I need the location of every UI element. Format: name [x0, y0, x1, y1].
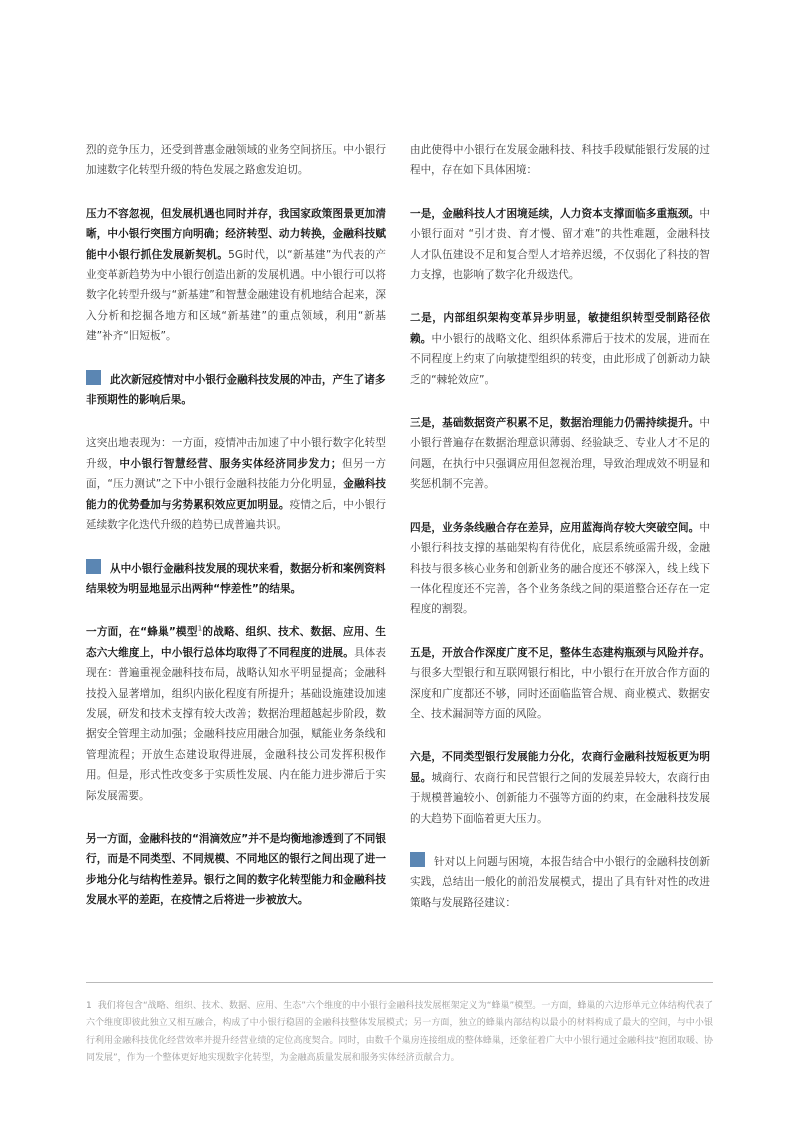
paragraph: 压力不容忽视，但发展机遇也同时并存，我国家政策图景更加清晰，中小银行突围方向明确；经济转型、动力转换，金融科技赋能中小银行抓住发展新契机。5G时代，以“新基建”为代表的产业变革新趋势为中小银行创造出新的发展机遇。中小银行可以将数字化转型升级与“新基建”和智慧金融建设有机地结合起来，深入分析和挖掘各地方和区域“新基建”的重点领域，利用“新基建”补齐“旧短板”。 — [86, 207, 386, 343]
list-item: 五是，开放合作深度广度不足，整体生态建构瓶颈与风险并存。与很多大型银行和互联网银行相比，中小银行在开放合作方面的深度和广度都还不够，同时还面临监管合规、商业模式、数据安全、技术漏洞等方面的风险。 — [410, 646, 710, 720]
left-column — [86, 140, 386, 934]
footnote-divider — [86, 982, 713, 983]
list-item: 六是，不同类型银行发展能力分化，农商行金融科技短板更为明显。城商行、农商行和民营银行之间的发展差异较大，农商行由于规模普遍较小、创新能力不强等方面的约束，在金融科技发展的大趋势下面临着更大压力。 — [410, 751, 710, 825]
right-column — [410, 140, 710, 936]
list-item: 四是，业务条线融合存在差异，应用蓝海尚存较大突破空间。中小银行科技支撑的基础架构有待优化，底层系统亟需升级，金融科技与很多核心业务和创新业务的融合度还不够深入，线上线下一体化程度还不完善，各个业务条线之间的渠道整合还存在一定程度的割裂。 — [410, 521, 710, 616]
footnote — [86, 998, 713, 1068]
closing-paragraph: 针对以上问题与困境，本报告结合中小银行的金融科技创新实践，总结出一般化的前沿发展模式，提出了具有针对性的改进策略与发展路径建议： — [410, 852, 710, 913]
footnote-ref[interactable]: 1 — [197, 624, 203, 633]
blue-square-marker-icon — [86, 370, 101, 385]
blue-square-marker-icon — [86, 559, 101, 574]
footnote-text: 我们将包含“战略、组织、技术、数据、应用、生态”六个维度的中小银行金融科技发展框架定义为“蜂巢”模型。一方面，蜂巢的六边形单元立体结构代表了六个维度即彼此独立又相互融合，构成了中小银行稳固的金融科技整体发展模式；另一方面，独立的蜂巢内部结构以最小的材料构成了最大的空间，与中小银行利用金融科技优化经营效率并提升经营业绩的定位高度契合。同时，由数千个巢房连接组成的整体蜂巢，还象征着广大中小银行通过金融科技“抱团取暖、协同发展”，作为一个整体更好地实现数字化转型，为金融高质量发展和服务实体经济贡献合力。 — [86, 1001, 713, 1064]
paragraph: 烈的竞争压力，还受到普惠金融领域的业务空间挤压。中小银行加速数字化转型升级的特色发展之路愈发迫切。 — [86, 144, 386, 177]
bold-lead: 压力不容忽视，但发展机遇也同时并存，我国家政策图景更加清晰，中小银行突围方向明确；经济转型、动力转换，金融科技赋能中小银行抓住发展新契机。 — [86, 207, 386, 261]
paragraph: 由此使得中小银行在发展金融科技、科技手段赋能银行发展的过程中，存在如下具体困境： — [410, 144, 710, 177]
paragraph: 一方面，在“蜂巢”模型$^1$的战略、组织、技术、数据、应用、生态六大维度上，中小银行总体均取得了不同程度的进展。具体表现在：普遍重视金融科技布局，战略认知水平明显提高；金融科技投入显著增加，组织内嵌化程度有所提升；基础设施建设加速发展，研发和技术支撑有较大改善；数据治理超越起步阶段，数据安全管理主动加强；金融科技应用融合加强，赋能业务条线和管理流程；开放生态建设取得进展，金融科技公司发挥积极作用。但是，形式性改变多于实质性发展、内在能力进步滞后于实际发展需要。 — [86, 624, 386, 802]
paragraph: 这突出地表现为：一方面，疫情冲击加速了中小银行数字化转型升级，中小银行智慧经营、服务实体经济同步发力；但另一方面，“压力测试”之下中小银行金融科技能力分化明显，金融科技能力的优势叠加与劣势累积效应更加明显。疫情之后，中小银行延续数字化迭代升级的趋势已成普遍共识。 — [86, 437, 387, 532]
list-item: 二是，内部组织架构变革异步明显，敏捷组织转型受制路径依赖。中小银行的战略文化、组织体系滞后于技术的发展，进而在不同程度上约束了向敏捷型组织的转变，由此形成了创新动力缺乏的“棘轮效应”。 — [410, 312, 710, 386]
list-item: 三是，基础数据资产积累不足，数据治理能力仍需持续提升。中小银行普遍存在数据治理意识薄弱、经验缺乏、专业人才不足的问题，在执行中只强调应用但忽视治理，导致治理成效不明显和奖惩机制不完善。 — [410, 417, 710, 491]
blue-square-marker-icon — [410, 852, 425, 867]
highlight-heading: 从中小银行金融科技发展的现状来看，数据分析和案例资料结果较为明显地显示出两种“悖差性”的结果。 — [86, 559, 386, 600]
paragraph: 另一方面，金融科技的“涓滴效应”并不是均衡地渗透到了不同银行，而是不同类型、不同规模、不同地区的银行之间出现了进一步地分化与结构性差异。银行之间的数字化转型能力和金融科技发展水平的差距，在疫情之后将进一步被放大。 — [86, 832, 386, 907]
list-item: 一是，金融科技人才困境延续，人力资本支撑面临多重瓶颈。中小银行面对 “引才贵、育才慢、留才难”的共性难题，金融科技人才队伍建设不足和复合型人才培养迟缓，不仅弱化了科技的智力支撑，也影响了数字化升级迭代。 — [410, 207, 710, 282]
footnote-number: 1 — [86, 1001, 92, 1011]
highlight-heading: 此次新冠疫情对中小银行金融科技发展的冲击，产生了诸多非预期性的影响后果。 — [86, 370, 386, 411]
